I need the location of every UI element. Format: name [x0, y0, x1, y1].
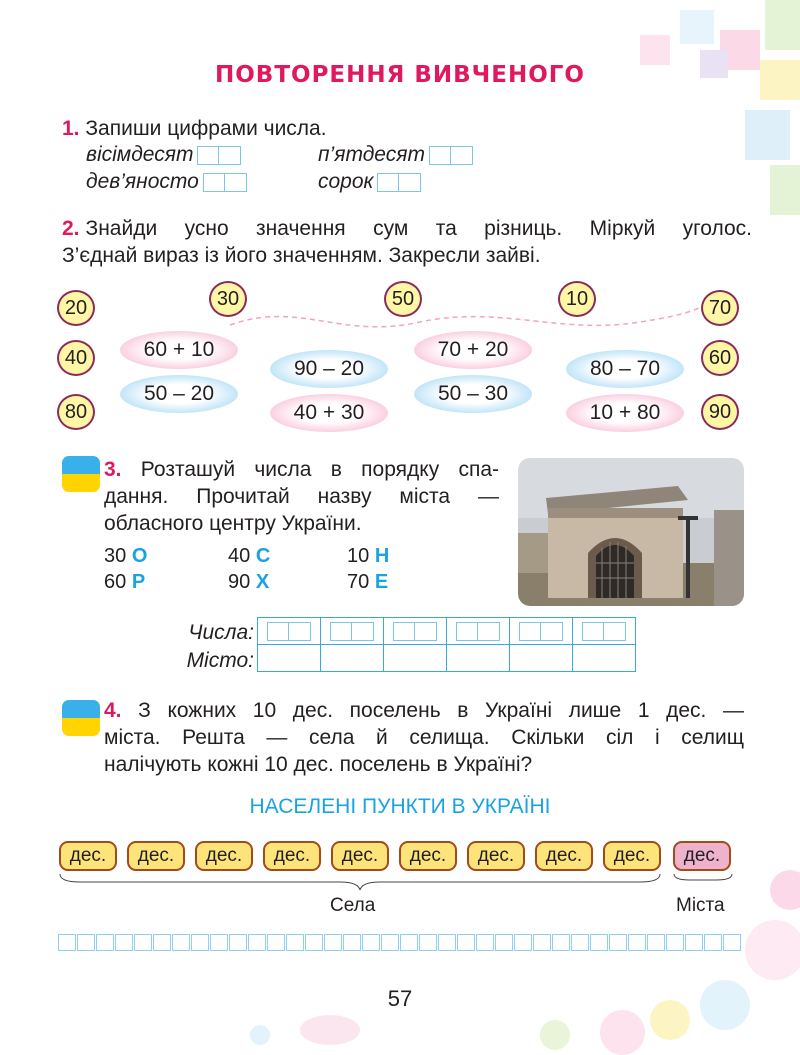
value-circle[interactable]: 90 [701, 394, 739, 430]
letter-cell[interactable] [258, 645, 321, 672]
numbers-row-label: Числа: [188, 621, 254, 644]
unit-pill: дес. [399, 841, 457, 871]
task3-number: 3. [104, 458, 122, 481]
letter-cell[interactable] [321, 645, 384, 672]
value-circle[interactable]: 40 [57, 340, 95, 376]
city-row-label: Місто: [186, 649, 254, 672]
value-circle[interactable]: 10 [558, 281, 596, 317]
expression-oval[interactable]: 70 + 20 [414, 331, 532, 369]
ukraine-flag-icon [62, 700, 100, 736]
unit-pill: дес. [467, 841, 525, 871]
unit-pill: дес. [127, 841, 185, 871]
ukraine-flag-icon [62, 456, 100, 492]
letter-cell[interactable] [510, 645, 573, 672]
task2-line1: Знайди усно значення сум та різниць. Міркуй уголос. [85, 217, 752, 240]
value-circle[interactable]: 60 [701, 340, 739, 376]
pair: 40 С [228, 545, 271, 567]
expression-oval[interactable]: 50 – 20 [120, 375, 238, 413]
letter-cell[interactable] [573, 645, 636, 672]
page-number: 57 [387, 986, 413, 1011]
number-cell[interactable] [321, 618, 384, 645]
task3-instruction: 3. Розташуй числа в порядку спа- дання. Прочитай назву міста — обласного центру України. [104, 458, 500, 535]
expression-oval[interactable]: 40 + 30 [270, 394, 388, 432]
unit-pill: дес. [603, 841, 661, 871]
task1-text: Запиши цифрами числа. [85, 117, 327, 140]
pair: 70 Е [347, 571, 389, 593]
unit-pill: дес. [195, 841, 253, 871]
page-title: ПОВТОРЕННЯ ВИВЧЕНОГО [215, 62, 585, 88]
task1-word-4: сорок [318, 170, 421, 194]
pair: 60 Р [104, 571, 146, 593]
answer-strip[interactable] [58, 934, 742, 951]
expression-oval[interactable]: 90 – 20 [270, 350, 388, 388]
unit-pill: дес. [263, 841, 321, 871]
unit-pill: дес. [59, 841, 117, 871]
city-unit-pill: дес. [673, 841, 731, 871]
number-cell[interactable] [258, 618, 321, 645]
task1-word-2: п’ятдесят [318, 143, 473, 167]
value-circle[interactable]: 50 [384, 281, 422, 317]
unit-pill: дес. [535, 841, 593, 871]
task4-number: 4. [104, 699, 122, 722]
cities-label: Міста [676, 895, 725, 916]
task1-word-1: вісімдесят [86, 143, 241, 167]
settlements-heading: НАСЕЛЕНІ ПУНКТИ В УКРАЇНІ [249, 795, 551, 818]
expression-oval[interactable]: 50 – 30 [414, 375, 532, 413]
answer-grid [257, 617, 636, 672]
number-cell[interactable] [510, 618, 573, 645]
value-circle[interactable]: 20 [57, 290, 95, 326]
task2-line2: З’єднай вираз із його значенням. Закресли зайві. [62, 244, 541, 267]
pair: 10 Н [347, 545, 390, 567]
pair: 90 Х [228, 571, 270, 593]
number-cell[interactable] [384, 618, 447, 645]
numbers-row [258, 618, 636, 645]
value-circle[interactable]: 30 [209, 281, 247, 317]
expression-oval[interactable]: 10 + 80 [566, 394, 684, 432]
task1-number: 1. [62, 117, 80, 140]
task2-number: 2. [62, 217, 80, 240]
expression-oval[interactable]: 80 – 70 [566, 350, 684, 388]
city-row [258, 645, 636, 672]
value-circle[interactable]: 70 [701, 290, 739, 326]
task1-word-3: дев’яносто [86, 170, 247, 194]
number-cell[interactable] [447, 618, 510, 645]
villages-brace [0, 870, 800, 894]
letter-cell[interactable] [447, 645, 510, 672]
expression-oval[interactable]: 60 + 10 [120, 331, 238, 369]
unit-pill: дес. [331, 841, 389, 871]
city-gate-photo [518, 458, 744, 606]
pair: 30 О [104, 545, 148, 567]
value-circle[interactable]: 80 [57, 394, 95, 430]
number-cell[interactable] [573, 618, 636, 645]
villages-label: Села [330, 895, 376, 916]
task4-instruction: 4. З кожних 10 дес. поселень в Україні лише 1 дес. — міста. Решта — села й селища. Скільки сіл і селищ налічують кожні 10 дес. поселень в Україні? [104, 699, 744, 776]
letter-cell[interactable] [384, 645, 447, 672]
